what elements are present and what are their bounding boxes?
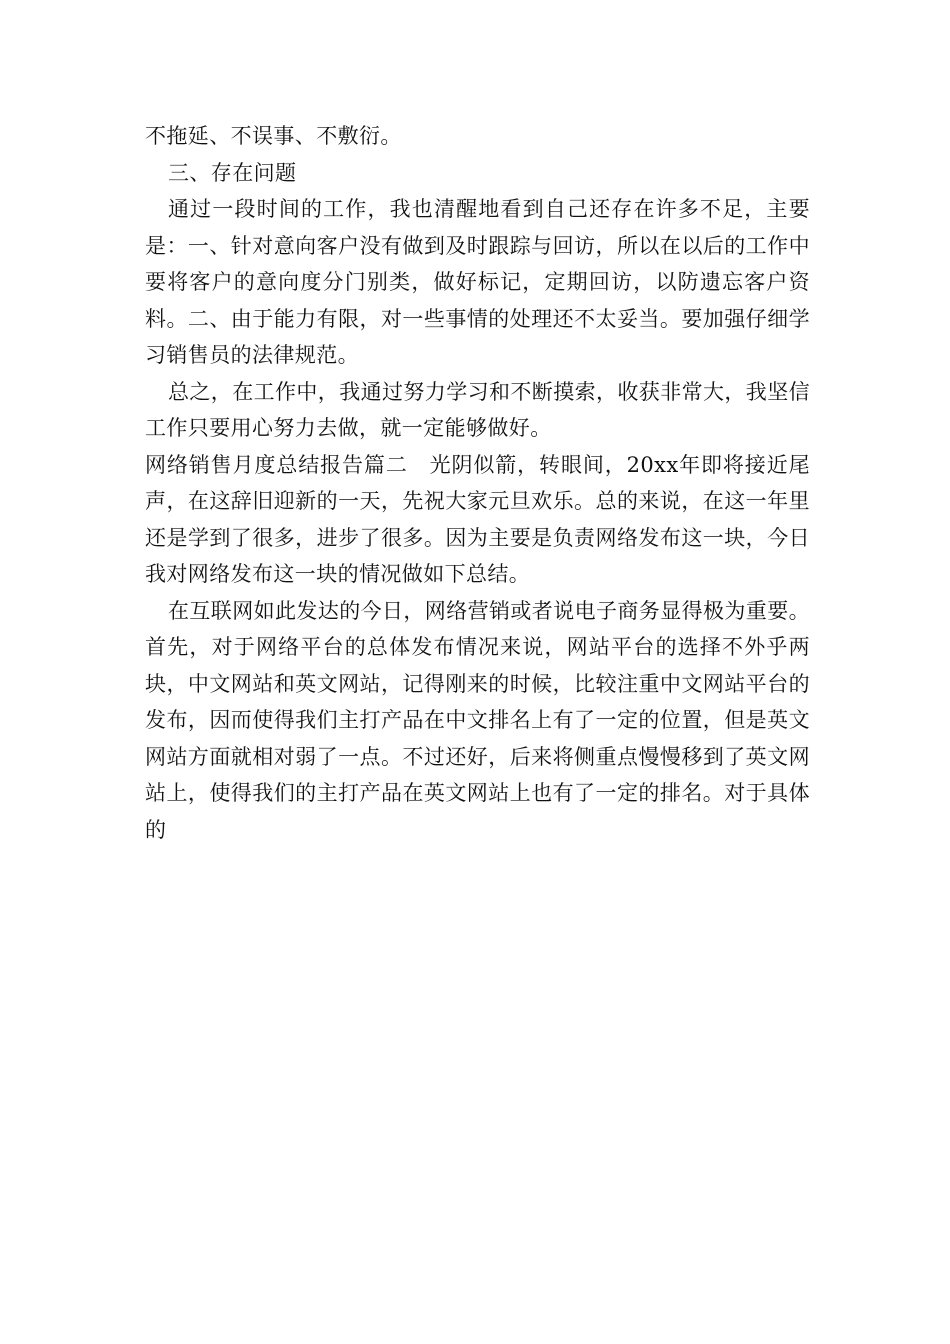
paragraph-closing-line: 不拖延、不误事、不敷衍。 <box>145 124 402 148</box>
paragraph-internet-marketing: 在互联网如此发达的今日，网络营销或者说电子商务显得极为重要。首先，对于网络平台的总体发布情况来说，网站平台的选择不外乎两块，中文网站和英文网站，记得刚来的时候，比较注重中文网站平台的发布，因而使得我们主打产品在中文排名上有了一定的位置，但是英文网站方面就相对弱了一点。不过还好，后来将侧重点慢慢移到了英文网站上，使得我们的主打产品在英文网站上也有了一定的排名。对于具体的 <box>145 598 810 842</box>
document-body <box>145 118 810 848</box>
paragraph-summary: 总之，在工作中，我通过努力学习和不断摸索，收获非常大，我坚信工作只要用心努力去做，就一定能够做好。 <box>145 379 810 440</box>
paragraph-report-part-two: 网络销售月度总结报告篇二 光阴似箭，转眼间，20xx年即将接近尾声，在这辞旧迎新的一天，先祝大家元旦欢乐。总的来说，在这一年里还是学到了很多，进步了很多。因为主要是负责网络发布这一块，今日我对网络发布这一块的情况做如下总结。 <box>145 452 810 586</box>
paragraph-problems: 通过一段时间的工作，我也清醒地看到自己还存在许多不足，主要是：一、针对意向客户没有做到及时跟踪与回访，所以在以后的工作中要将客户的意向度分门别类，做好标记，定期回访，以防遗忘客户资料。二、由于能力有限，对一些事情的处理还不太妥当。要加强仔细学习销售员的法律规范。 <box>145 197 810 367</box>
section-heading-problems: 三、存在问题 <box>168 160 297 185</box>
